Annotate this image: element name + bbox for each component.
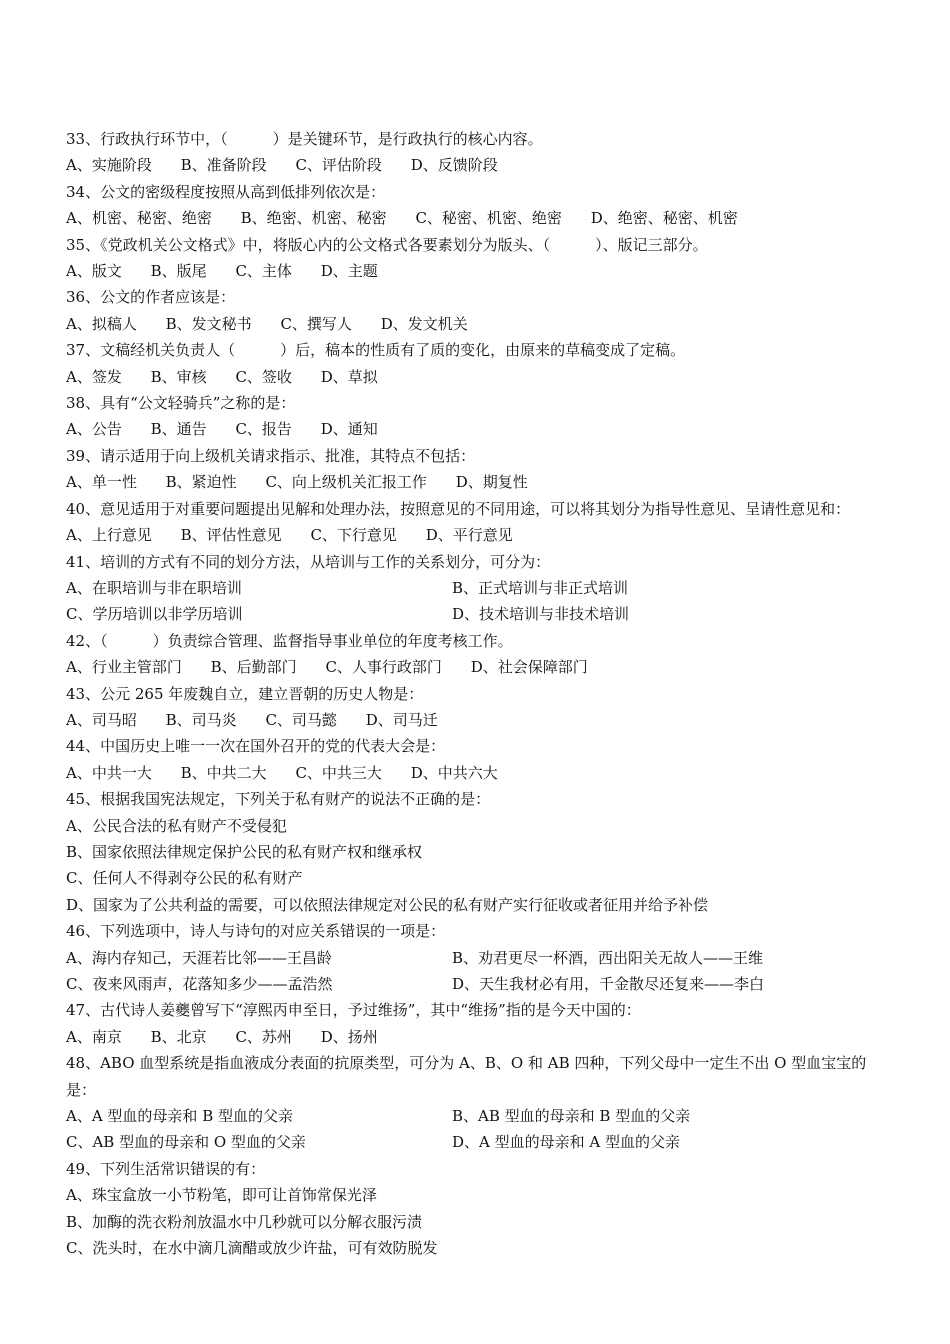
question-45-stem: 45、根据我国宪法规定，下列关于私有财产的说法不正确的是： bbox=[66, 790, 491, 809]
question-40-stem: 40、意见适用于对重要问题提出见解和处理办法，按照意见的不同用途，可以将其划分为指导性意见、呈请性意见和： bbox=[66, 499, 851, 518]
option-c: C、夜来风雨声，花落知多少——孟浩然 bbox=[66, 975, 333, 993]
option-c: C、任何人不得剥夺公民的私有财产 bbox=[66, 869, 303, 888]
question-47-stem: 47、古代诗人姜夔曾写下“淳熙丙申至日，予过维扬”，其中“维扬”指的是今天中国的： bbox=[66, 1001, 641, 1020]
question-48-options-row-2 bbox=[66, 1129, 890, 1155]
option-a: A、珠宝盒放一小节粉笔，即可让首饰常保光泽 bbox=[66, 1186, 377, 1205]
option-b: B、北京 bbox=[150, 1027, 207, 1046]
option-d: D、社会保障部门 bbox=[470, 658, 588, 677]
question-36-options bbox=[66, 311, 890, 337]
option-c: C、洗头时，在水中滴几滴醋或放少许盐，可有效防脱发 bbox=[66, 1239, 438, 1258]
option-b: B、正式培训与非正式培训 bbox=[452, 578, 629, 597]
option-c: C、评估阶段 bbox=[295, 156, 382, 175]
option-c: C、中共三大 bbox=[295, 763, 382, 782]
option-b: B、绝密、机密、秘密 bbox=[240, 209, 387, 228]
option-b: B、版尾 bbox=[150, 262, 207, 281]
option-b: B、审核 bbox=[150, 367, 207, 386]
option-d: D、司马迁 bbox=[365, 710, 438, 729]
option-d: D、发文机关 bbox=[380, 314, 468, 333]
option-a: A、拟稿人 bbox=[66, 314, 137, 333]
question-39-stem: 39、请示适用于向上级机关请求指示、批准，其特点不包括： bbox=[66, 446, 476, 465]
option-d: D、A 型血的母亲和 A 型血的父亲 bbox=[452, 1133, 680, 1152]
question-41-options-row-2 bbox=[66, 601, 890, 627]
question-36-stem: 36、公文的作者应该是： bbox=[66, 288, 236, 307]
option-d: D、绝密、秘密、机密 bbox=[590, 209, 738, 228]
question-33-options bbox=[66, 152, 890, 178]
option-c: C、司马懿 bbox=[265, 710, 337, 729]
option-a: A、司马昭 bbox=[66, 710, 137, 729]
question-48-stem: 48、ABO 血型系统是指血液成分表面的抗原类型，可分为 A、B、O 和 AB 四种，下列父母中一定生不出 O 型血宝宝的是： bbox=[66, 1054, 867, 1099]
question-47-options bbox=[66, 1024, 890, 1050]
option-c: C、报告 bbox=[235, 420, 292, 439]
option-c: C、人事行政部门 bbox=[325, 658, 442, 677]
option-d: D、天生我材必有用，千金散尽还复来——李白 bbox=[452, 975, 765, 993]
option-c: C、撰写人 bbox=[280, 314, 352, 333]
option-d: D、草拟 bbox=[320, 367, 378, 386]
option-c: C、AB 型血的母亲和 O 型血的父亲 bbox=[66, 1133, 306, 1152]
option-c: C、向上级机关汇报工作 bbox=[265, 473, 427, 492]
question-38-options bbox=[66, 416, 890, 442]
option-a: A、公民合法的私有财产不受侵犯 bbox=[66, 816, 287, 835]
option-c: C、学历培训以非学历培训 bbox=[66, 605, 243, 624]
option-d: D、主题 bbox=[320, 262, 378, 281]
question-44-options bbox=[66, 760, 890, 786]
option-b: B、紧迫性 bbox=[165, 473, 237, 492]
question-43-options bbox=[66, 707, 890, 733]
option-b: B、准备阶段 bbox=[180, 156, 267, 175]
option-c: C、苏州 bbox=[235, 1027, 292, 1046]
option-b: B、中共二大 bbox=[180, 763, 267, 782]
option-d: D、平行意见 bbox=[425, 526, 513, 545]
option-a: A、上行意见 bbox=[66, 526, 152, 545]
question-41-options-row-1 bbox=[66, 575, 890, 601]
option-a: A、南京 bbox=[66, 1027, 122, 1046]
option-b: B、加酶的洗衣粉剂放温水中几秒就可以分解衣服污渍 bbox=[66, 1212, 423, 1231]
option-d: D、中共六大 bbox=[410, 763, 498, 782]
question-41-stem: 41、培训的方式有不同的划分方法，从培训与工作的关系划分，可分为： bbox=[66, 552, 551, 571]
option-b: B、司马炎 bbox=[165, 710, 237, 729]
option-a: A、版文 bbox=[66, 262, 122, 281]
option-c: C、主体 bbox=[235, 262, 292, 281]
question-49-stem: 49、下列生活常识错误的有： bbox=[66, 1159, 266, 1178]
question-38-stem: 38、具有“公文轻骑兵”之称的是： bbox=[66, 394, 296, 413]
option-d: D、通知 bbox=[320, 420, 378, 439]
option-d: D、反馈阶段 bbox=[410, 156, 498, 175]
option-b: B、发文秘书 bbox=[165, 314, 252, 333]
question-37-stem: 37、文稿经机关负责人（ ）后，稿本的性质有了质的变化，由原来的草稿变成了定稿。 bbox=[66, 341, 686, 360]
question-37-options bbox=[66, 364, 890, 390]
option-c: C、秘密、机密、绝密 bbox=[415, 209, 562, 228]
option-b: B、劝君更尽一杯酒，西出阳关无故人——王维 bbox=[452, 948, 764, 967]
option-a: A、签发 bbox=[66, 367, 122, 386]
option-a: A、公告 bbox=[66, 420, 122, 439]
question-46-stem: 46、下列选项中，诗人与诗句的对应关系错误的一项是： bbox=[66, 922, 446, 941]
question-34-options bbox=[66, 205, 890, 231]
option-a: A、A 型血的母亲和 B 型血的父亲 bbox=[66, 1107, 293, 1126]
option-a: A、单一性 bbox=[66, 473, 137, 492]
option-b: B、通告 bbox=[150, 420, 207, 439]
option-a: A、在职培训与非在职培训 bbox=[66, 578, 242, 597]
question-39-options bbox=[66, 469, 890, 495]
question-42-options bbox=[66, 654, 890, 680]
option-a: A、行业主管部门 bbox=[66, 658, 182, 677]
question-35-options bbox=[66, 258, 890, 284]
question-42-stem: 42、（ ）负责综合管理、监督指导事业单位的年度考核工作。 bbox=[66, 631, 513, 650]
option-b: B、AB 型血的母亲和 B 型血的父亲 bbox=[452, 1107, 691, 1126]
option-d: D、期复性 bbox=[455, 473, 528, 492]
question-35-stem: 35、《党政机关公文格式》中，将版心内的公文格式各要素划分为版头、（ ）、版记三部分。 bbox=[66, 235, 708, 254]
option-c: C、下行意见 bbox=[310, 526, 397, 545]
option-b: B、国家依照法律规定保护公民的私有财产权和继承权 bbox=[66, 842, 423, 861]
option-d: D、技术培训与非技术培训 bbox=[452, 605, 630, 624]
option-a: A、海内存知己，天涯若比邻——王昌龄 bbox=[66, 948, 332, 967]
question-43-stem: 43、公元 265 年废魏自立，建立晋朝的历史人物是： bbox=[66, 684, 424, 703]
option-d: D、国家为了公共利益的需要，可以依照法律规定对公民的私有财产实行征收或者征用并给予补偿 bbox=[66, 895, 709, 914]
option-b: B、评估性意见 bbox=[180, 526, 282, 545]
question-33-stem: 33、行政执行环节中，（ ）是关键环节，是行政执行的核心内容。 bbox=[66, 130, 543, 148]
option-d: D、扬州 bbox=[320, 1027, 378, 1046]
question-44-stem: 44、中国历史上唯一一次在国外召开的党的代表大会是： bbox=[66, 737, 446, 756]
question-46-options-row-2 bbox=[66, 971, 890, 997]
option-a: A、中共一大 bbox=[66, 763, 152, 782]
option-a: A、实施阶段 bbox=[66, 156, 152, 175]
question-48-options-row-1 bbox=[66, 1103, 890, 1129]
option-b: B、后勤部门 bbox=[210, 658, 297, 677]
option-c: C、签收 bbox=[235, 367, 292, 386]
question-46-options-row-1 bbox=[66, 945, 890, 971]
question-40-options bbox=[66, 522, 890, 548]
option-a: A、机密、秘密、绝密 bbox=[66, 209, 212, 228]
question-34-stem: 34、公文的密级程度按照从高到低排列依次是： bbox=[66, 182, 386, 201]
